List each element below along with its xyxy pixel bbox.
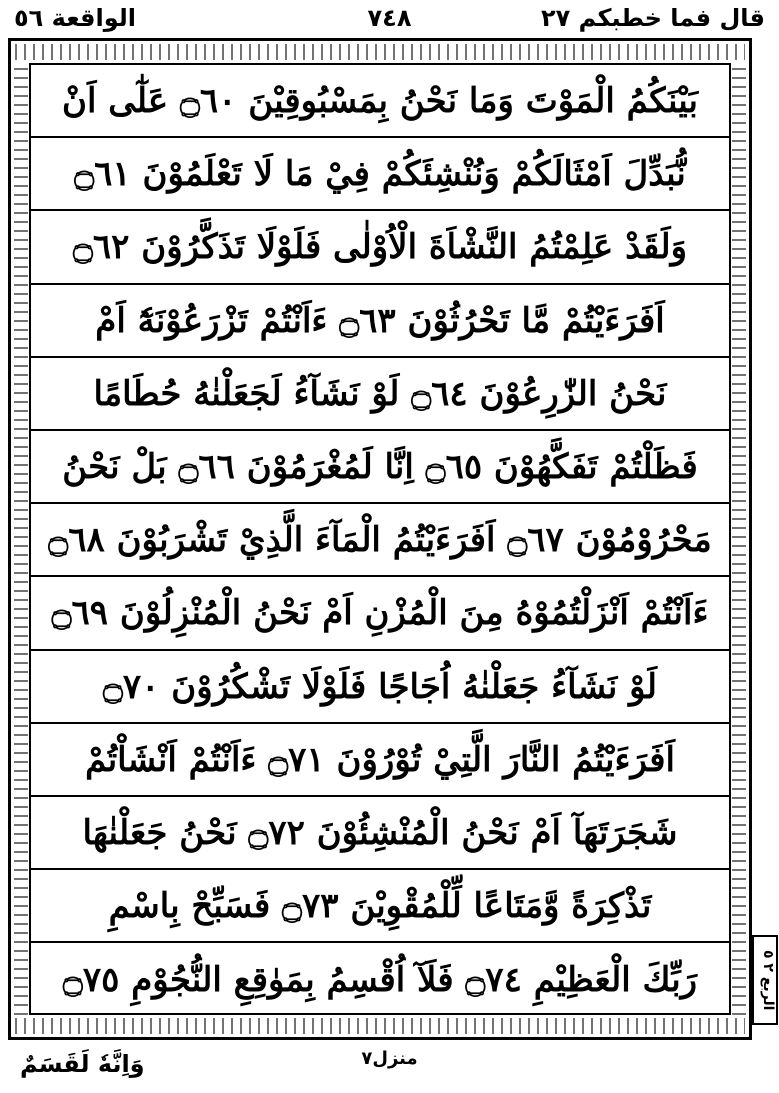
manzil-label: منزل٧	[361, 1048, 418, 1069]
text-line: رَبِّكَ الْعَظِيْمِ ۝٧٤ فَلَآ اُقْسِمُ بِمَوٰقِعِ النُّجُوْمِ ۝٧٥	[62, 960, 698, 1001]
ruku-marker: الربع ٢ ٥	[752, 935, 778, 1025]
border-pattern-top	[15, 44, 745, 60]
text-line: اَفَرَءَيْتُمْ مَّا تَحْرُثُوْنَ ۝٦٣ ءَاَنْتُمْ تَزْرَعُوْنَهٗٓ اَمْ	[31, 285, 729, 358]
text-line: ءَاَنْتُمْ اَنْزَلْتُمُوْهُ مِنَ الْمُزْنِ اَمْ نَحْنُ الْمُنْزِلُوْنَ ۝٦٩	[31, 577, 729, 650]
text-line: بَيْنَكُمُ الْمَوْتَ وَمَا نَحْنُ بِمَسْبُوقِيْنَ ۝٦٠ عَلٰٓى اَنْ	[31, 65, 729, 138]
text-line: فَظَلْتُمْ تَفَكَّهُوْنَ ۝٦٥ اِنَّا لَمُغْرَمُوْنَ ۝٦٦ بَلْ نَحْنُ	[31, 431, 729, 504]
decorative-border	[8, 38, 752, 1040]
text-line: نَحْنُ الزّٰرِعُوْنَ ۝٦٤ لَوْ نَشَآءُ لَجَعَلْنٰهُ حُطَامًا	[31, 358, 729, 431]
text-block	[29, 63, 731, 1015]
catchword: وَاِنَّهٗ لَقَسَمٌ	[20, 1050, 145, 1078]
para-name: قال فما خطبكم ٢٧	[541, 4, 765, 32]
border-pattern-bottom	[15, 1018, 745, 1034]
text-line: لَوْ نَشَآءُ جَعَلْنٰهُ اُجَاجًا فَلَوْلَا تَشْكُرُوْنَ ۝٧٠	[31, 651, 729, 724]
border-pattern-right	[732, 63, 746, 1015]
text-line: شَجَرَتَهَآ اَمْ نَحْنُ الْمُنْشِئُوْنَ ۝٧٢ نَحْنُ جَعَلْنٰهَا	[31, 797, 729, 870]
text-line: تَذْكِرَةً وَّمَتَاعًا لِّلْمُقْوِيْنَ ۝٧٣ فَسَبِّحْ بِاسْمِ	[31, 870, 729, 943]
page-footer	[0, 1044, 779, 1089]
page-number: ٧٤٨	[367, 4, 412, 32]
border-pattern-left	[14, 63, 28, 1015]
text-line: اَفَرَءَيْتُمُ النَّارَ الَّتِيْ تُوْرُوْنَ ۝٧١ ءَاَنْتُمْ اَنْشَاْتُمْ	[31, 724, 729, 797]
text-line: نُّبَدِّلَ اَمْثَالَكُمْ وَنُنْشِئَكُمْ فِيْ مَا لَا تَعْلَمُوْنَ ۝٦١	[31, 138, 729, 211]
text-line: وَلَقَدْ عَلِمْتُمُ النَّشْاَةَ الْاُوْلٰى فَلَوْلَا تَذَكَّرُوْنَ ۝٦٢	[31, 211, 729, 284]
text-line: مَحْرُوْمُوْنَ ۝٦٧ اَفَرَءَيْتُمُ الْمَآءَ الَّذِيْ تَشْرَبُوْنَ ۝٦٨	[31, 504, 729, 577]
surah-name: الواقعة ٥٦	[14, 4, 136, 32]
page-header	[0, 0, 779, 40]
